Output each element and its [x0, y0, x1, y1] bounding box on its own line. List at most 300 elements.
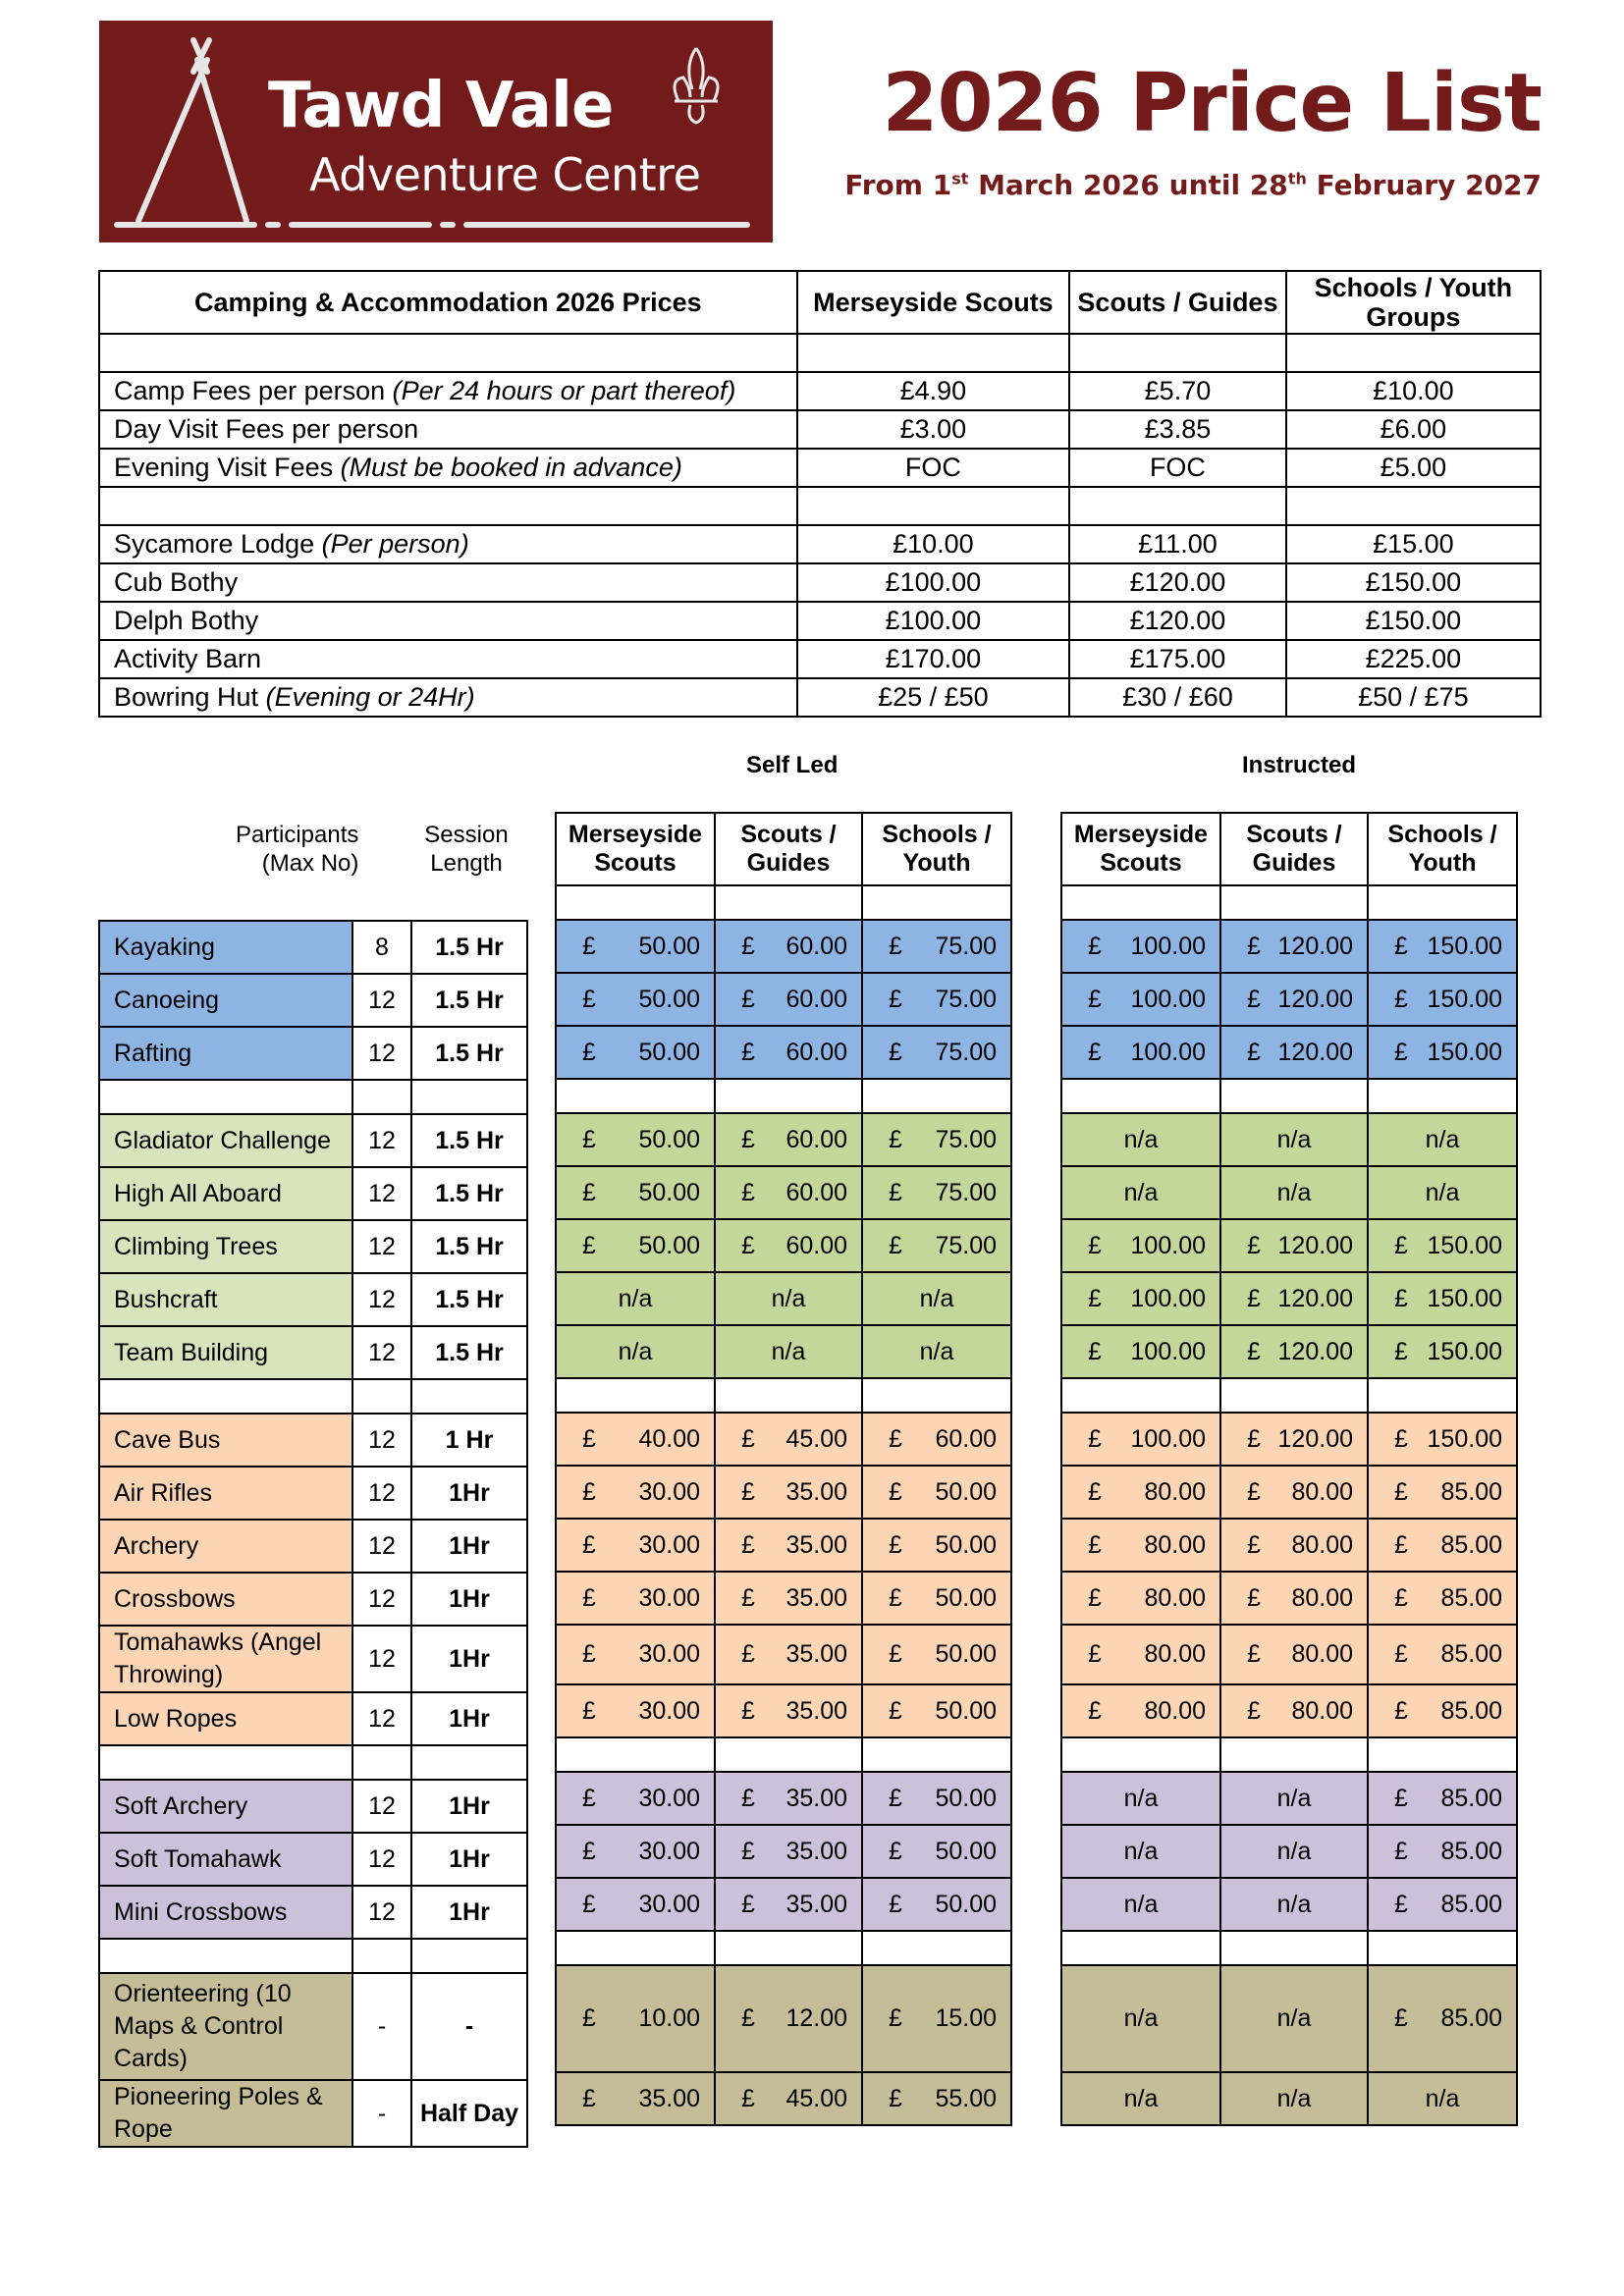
price-row	[1061, 1166, 1517, 1219]
price-row	[1061, 920, 1517, 973]
price-value: 85.00	[1440, 1530, 1502, 1559]
price-cell: £50 / £75	[1286, 678, 1541, 717]
currency-symbol: £	[582, 2084, 596, 2112]
currency-symbol: £	[582, 1178, 596, 1206]
activity-name: Air Rifles	[99, 1467, 352, 1520]
item-note: (Must be booked in advance)	[340, 453, 682, 482]
currency-symbol: £	[889, 1125, 902, 1153]
currency-symbol: £	[889, 2004, 902, 2033]
max-participants: -	[352, 2080, 411, 2147]
price-cell	[862, 920, 1011, 973]
activity-row	[99, 1626, 527, 1692]
price-row	[556, 1772, 1011, 1825]
item-note: (Per 24 hours or part thereof)	[392, 376, 736, 405]
activity-row	[99, 1780, 527, 1833]
session-length: 1.5 Hr	[411, 974, 527, 1027]
price-cell	[715, 1413, 862, 1466]
price-cell	[862, 1166, 1011, 1219]
price-row	[556, 1219, 1011, 1272]
price-value: n/a	[1276, 2004, 1312, 2033]
price-value: 150.00	[1427, 1038, 1502, 1066]
currency-symbol: £	[1247, 1477, 1261, 1506]
activity-name: Kayaking	[99, 921, 352, 974]
activity-name: Cave Bus	[99, 1414, 352, 1467]
price-value: 30.00	[638, 1890, 700, 1918]
price-cell	[1368, 1026, 1517, 1079]
session-length: 1.5 Hr	[411, 1114, 527, 1167]
price-cell	[1368, 1166, 1517, 1219]
price-value: 85.00	[1440, 1477, 1502, 1506]
max-participants: 12	[352, 1414, 411, 1467]
price-cell	[1061, 1413, 1220, 1466]
price-cell	[1061, 1519, 1220, 1572]
price-value: 150.00	[1427, 932, 1502, 960]
session-length: 1.5 Hr	[411, 1326, 527, 1379]
price-row	[1061, 1519, 1517, 1572]
price-cell	[1061, 1772, 1220, 1825]
currency-symbol: £	[741, 1231, 755, 1259]
currency-symbol: £	[1394, 1477, 1408, 1506]
price-value: 50.00	[638, 1125, 700, 1153]
price-row	[556, 1026, 1011, 1079]
price-value: 60.00	[785, 985, 847, 1013]
price-value: 100.00	[1130, 1038, 1206, 1066]
activity-row	[99, 1573, 527, 1626]
price-cell: £225.00	[1286, 640, 1541, 678]
price-value: 50.00	[638, 1178, 700, 1206]
price-row	[1061, 1965, 1517, 2072]
price-value: n/a	[618, 1337, 653, 1365]
price-row	[1061, 2072, 1517, 2125]
activity-name: Climbing Trees	[99, 1220, 352, 1273]
price-value: 150.00	[1427, 1231, 1502, 1259]
currency-symbol: £	[1247, 1038, 1261, 1066]
activity-row	[99, 1414, 527, 1467]
currency-symbol: £	[1088, 1696, 1102, 1725]
price-value: 85.00	[1440, 2004, 1502, 2033]
currency-symbol: £	[889, 1231, 902, 1259]
price-column-header: Scouts / Guides	[715, 813, 862, 885]
currency-symbol: £	[1394, 1890, 1408, 1918]
price-value: 80.00	[1291, 1583, 1353, 1612]
item-note: (Evening or 24Hr)	[265, 682, 475, 712]
currency-symbol: £	[582, 985, 596, 1013]
price-cell	[556, 1219, 715, 1272]
price-cell	[1220, 1878, 1368, 1931]
price-value: 35.00	[785, 1837, 847, 1865]
currency-symbol: £	[1394, 2004, 1408, 2033]
price-row	[1061, 1684, 1517, 1737]
price-cell	[1368, 1325, 1517, 1378]
price-cell	[1061, 1466, 1220, 1519]
price-cell: £15.00	[1286, 525, 1541, 563]
session-length: 1.5 Hr	[411, 1027, 527, 1080]
price-row	[556, 1413, 1011, 1466]
currency-symbol: £	[889, 932, 902, 960]
price-cell	[1061, 1965, 1220, 2072]
price-cell	[1220, 1825, 1368, 1878]
price-cell	[556, 1625, 715, 1684]
max-participants: 12	[352, 974, 411, 1027]
camping-item	[99, 410, 797, 449]
currency-symbol: £	[1088, 1530, 1102, 1559]
session-length: 1Hr	[411, 1692, 527, 1745]
price-value: n/a	[1123, 1125, 1159, 1153]
currency-symbol: £	[1394, 1424, 1408, 1453]
price-cell	[862, 1965, 1011, 2072]
price-cell: £5.70	[1069, 372, 1286, 410]
price-value: 60.00	[785, 1125, 847, 1153]
price-cell	[862, 1572, 1011, 1625]
price-value: 50.00	[935, 1696, 997, 1725]
price-cell	[862, 1413, 1011, 1466]
price-value: 50.00	[935, 1583, 997, 1612]
price-cell: £4.90	[797, 372, 1069, 410]
price-cell: £100.00	[797, 563, 1069, 602]
price-cell: £100.00	[797, 602, 1069, 640]
currency-symbol: £	[741, 1530, 755, 1559]
currency-symbol: £	[1088, 985, 1102, 1013]
col-merseyside: Merseyside Scouts	[797, 271, 1069, 334]
price-value: 120.00	[1277, 1284, 1353, 1312]
activity-name: Rafting	[99, 1027, 352, 1080]
price-cell	[556, 1878, 715, 1931]
price-row	[1061, 1413, 1517, 1466]
price-cell	[1368, 1572, 1517, 1625]
price-cell: £25 / £50	[797, 678, 1069, 717]
price-cell	[556, 1113, 715, 1166]
currency-symbol: £	[1247, 1640, 1261, 1668]
currency-symbol: £	[889, 985, 902, 1013]
price-value: n/a	[1123, 1837, 1159, 1865]
session-length: 1Hr	[411, 1833, 527, 1886]
camping-item	[99, 563, 797, 602]
price-cell	[556, 973, 715, 1026]
price-row	[556, 1625, 1011, 1684]
currency-symbol: £	[582, 1696, 596, 1725]
price-cell	[1061, 1113, 1220, 1166]
price-cell: £5.00	[1286, 449, 1541, 487]
price-cell: £150.00	[1286, 602, 1541, 640]
price-cell: £150.00	[1286, 563, 1541, 602]
activity-name: Soft Tomahawk	[99, 1833, 352, 1886]
currency-symbol: £	[1088, 1640, 1102, 1668]
session-length: 1Hr	[411, 1573, 527, 1626]
price-value: 150.00	[1427, 1424, 1502, 1453]
activity-row	[99, 1973, 527, 2080]
logo	[99, 21, 773, 242]
item-name: Delph Bothy	[114, 606, 259, 635]
price-cell	[1220, 920, 1368, 973]
price-value: n/a	[1276, 1837, 1312, 1865]
price-cell	[1061, 973, 1220, 1026]
price-cell	[1061, 1878, 1220, 1931]
price-value: 100.00	[1130, 1284, 1206, 1312]
currency-symbol: £	[741, 2004, 755, 2033]
price-cell	[1368, 1113, 1517, 1166]
activity-name: Archery	[99, 1520, 352, 1573]
activity-row	[99, 2080, 527, 2147]
price-value: 30.00	[638, 1784, 700, 1812]
price-value: 55.00	[935, 2084, 997, 2112]
price-row	[1061, 973, 1517, 1026]
price-value: 150.00	[1427, 1284, 1502, 1312]
price-value: 80.00	[1144, 1640, 1206, 1668]
price-row	[556, 1825, 1011, 1878]
currency-symbol: £	[1394, 1837, 1408, 1865]
price-row	[1061, 1466, 1517, 1519]
currency-symbol: £	[889, 1784, 902, 1812]
max-participants: -	[352, 1973, 411, 2080]
max-participants: 12	[352, 1626, 411, 1692]
currency-symbol: £	[582, 1784, 596, 1812]
price-value: 50.00	[638, 1038, 700, 1066]
price-cell	[1061, 1625, 1220, 1684]
price-value: n/a	[1123, 1890, 1159, 1918]
price-cell	[1368, 973, 1517, 1026]
price-value: 45.00	[785, 2084, 847, 2112]
price-value: 60.00	[785, 1178, 847, 1206]
price-value: n/a	[1123, 2004, 1159, 2033]
camping-row	[99, 563, 1541, 602]
currency-symbol: £	[741, 2084, 755, 2112]
price-value: n/a	[1123, 1178, 1159, 1206]
currency-symbol: £	[1394, 1038, 1408, 1066]
price-row	[556, 1572, 1011, 1625]
price-value: 50.00	[935, 1784, 997, 1812]
price-cell	[715, 1113, 862, 1166]
currency-symbol: £	[582, 1231, 596, 1259]
price-row	[556, 973, 1011, 1026]
currency-symbol: £	[1247, 1337, 1261, 1365]
price-cell	[1220, 973, 1368, 1026]
price-cell	[1061, 1825, 1220, 1878]
price-column-header: Merseyside Scouts	[556, 813, 715, 885]
currency-symbol: £	[1247, 1583, 1261, 1612]
activity-name: Tomahawks (Angel Throwing)	[99, 1626, 352, 1692]
currency-symbol: £	[889, 1640, 902, 1668]
price-cell	[1061, 2072, 1220, 2125]
price-value: n/a	[771, 1284, 806, 1312]
price-cell	[715, 1625, 862, 1684]
max-participants: 12	[352, 1780, 411, 1833]
max-participants: 12	[352, 1167, 411, 1220]
price-cell	[556, 1684, 715, 1737]
currency-symbol: £	[1247, 1231, 1261, 1259]
price-row	[556, 2072, 1011, 2125]
activity-name: Crossbows	[99, 1573, 352, 1626]
price-cell	[1220, 1166, 1368, 1219]
activity-row	[99, 1220, 527, 1273]
session-length: 1Hr	[411, 1467, 527, 1520]
price-cell: £170.00	[797, 640, 1069, 678]
price-cell	[862, 1026, 1011, 1079]
price-cell	[556, 1825, 715, 1878]
price-row	[556, 1466, 1011, 1519]
price-cell	[715, 1466, 862, 1519]
price-cell	[862, 1625, 1011, 1684]
currency-symbol: £	[741, 1837, 755, 1865]
price-cell	[862, 1519, 1011, 1572]
currency-symbol: £	[1394, 1231, 1408, 1259]
currency-symbol: £	[889, 1530, 902, 1559]
price-value: 120.00	[1277, 932, 1353, 960]
currency-symbol: £	[1394, 1337, 1408, 1365]
activity-name: Canoeing	[99, 974, 352, 1027]
instructed-label: Instructed	[1242, 752, 1357, 778]
price-value: 80.00	[1291, 1696, 1353, 1725]
price-cell	[1220, 1026, 1368, 1079]
price-value: 100.00	[1130, 1424, 1206, 1453]
price-row	[1061, 1325, 1517, 1378]
currency-symbol: £	[889, 1583, 902, 1612]
currency-symbol: £	[582, 1424, 596, 1453]
price-cell	[862, 1219, 1011, 1272]
price-cell	[1368, 1878, 1517, 1931]
price-cell	[1220, 1272, 1368, 1325]
activity-row	[99, 1520, 527, 1573]
price-cell	[1368, 1413, 1517, 1466]
price-cell	[715, 1519, 862, 1572]
price-cell	[715, 1166, 862, 1219]
activity-name: Orienteering (10 Maps & Control Cards)	[99, 1973, 352, 2080]
price-cell	[1368, 1519, 1517, 1572]
price-value: 12.00	[785, 2004, 847, 2033]
col-scouts: Scouts / Guides	[1069, 271, 1286, 334]
price-row	[1061, 1219, 1517, 1272]
item-name: Sycamore Lodge	[114, 529, 322, 559]
price-cell: £3.85	[1069, 410, 1286, 449]
session-length: 1Hr	[411, 1520, 527, 1573]
currency-symbol: £	[1394, 1583, 1408, 1612]
currency-symbol: £	[741, 1640, 755, 1668]
fleur-de-lis-icon	[675, 48, 718, 123]
currency-symbol: £	[889, 1890, 902, 1918]
currency-symbol: £	[741, 985, 755, 1013]
currency-symbol: £	[889, 1038, 902, 1066]
currency-symbol: £	[1088, 1231, 1102, 1259]
price-row	[1061, 1272, 1517, 1325]
price-value: n/a	[1425, 1178, 1460, 1206]
price-column-header: Schools / Youth	[1368, 813, 1517, 885]
session-length: 1Hr	[411, 1886, 527, 1939]
price-cell	[556, 1026, 715, 1079]
max-participants: 12	[352, 1573, 411, 1626]
price-cell: £175.00	[1069, 640, 1286, 678]
activity-name: Gladiator Challenge	[99, 1114, 352, 1167]
price-cell	[862, 2072, 1011, 2125]
price-cell	[1220, 1965, 1368, 2072]
price-value: 50.00	[638, 932, 700, 960]
currency-symbol: £	[582, 932, 596, 960]
camping-row	[99, 602, 1541, 640]
price-cell: £30 / £60	[1069, 678, 1286, 717]
price-value: 80.00	[1144, 1696, 1206, 1725]
price-value: 80.00	[1291, 1477, 1353, 1506]
price-cell: FOC	[1069, 449, 1286, 487]
price-value: 50.00	[935, 1890, 997, 1918]
max-participants: 12	[352, 1520, 411, 1573]
price-value: 50.00	[935, 1477, 997, 1506]
price-cell	[1061, 1026, 1220, 1079]
self-led-table	[555, 812, 1012, 2126]
price-value: 85.00	[1440, 1583, 1502, 1612]
price-cell	[862, 1466, 1011, 1519]
max-participants: 12	[352, 1326, 411, 1379]
activity-row	[99, 1833, 527, 1886]
price-cell	[1220, 2072, 1368, 2125]
price-value: 35.00	[785, 1530, 847, 1559]
price-cell	[1220, 1519, 1368, 1572]
activity-name: Team Building	[99, 1326, 352, 1379]
price-cell	[862, 1772, 1011, 1825]
price-value: 75.00	[935, 1231, 997, 1259]
price-value: 75.00	[935, 985, 997, 1013]
price-cell	[1220, 1684, 1368, 1737]
price-cell	[556, 920, 715, 973]
price-row	[556, 1684, 1011, 1737]
activity-row	[99, 1114, 527, 1167]
price-cell	[715, 1026, 862, 1079]
max-participants: 12	[352, 1467, 411, 1520]
camping-row	[99, 640, 1541, 678]
price-value: 120.00	[1277, 1231, 1353, 1259]
currency-symbol: £	[741, 1477, 755, 1506]
price-value: 50.00	[935, 1837, 997, 1865]
currency-symbol: £	[741, 932, 755, 960]
price-row	[556, 1878, 1011, 1931]
camping-item	[99, 449, 797, 487]
price-value: 30.00	[638, 1837, 700, 1865]
price-value: 75.00	[935, 1038, 997, 1066]
self-led-label: Self Led	[746, 752, 839, 778]
currency-symbol: £	[889, 1696, 902, 1725]
activity-row	[99, 1467, 527, 1520]
price-cell	[715, 1878, 862, 1931]
currency-symbol: £	[1088, 1337, 1102, 1365]
max-participants: 12	[352, 1886, 411, 1939]
activity-name: Soft Archery	[99, 1780, 352, 1833]
price-cell	[556, 1572, 715, 1625]
price-cell	[556, 1325, 715, 1378]
price-cell	[1368, 1466, 1517, 1519]
activity-row	[99, 974, 527, 1027]
price-value: 35.00	[785, 1784, 847, 1812]
price-cell	[1368, 1219, 1517, 1272]
price-value: 35.00	[785, 1696, 847, 1725]
price-cell	[1220, 1413, 1368, 1466]
price-value: 100.00	[1130, 932, 1206, 960]
currency-symbol: £	[1247, 1530, 1261, 1559]
price-cell	[862, 1113, 1011, 1166]
item-name: Day Visit Fees per person	[114, 414, 419, 444]
currency-symbol: £	[741, 1178, 755, 1206]
price-value: 120.00	[1277, 1038, 1353, 1066]
price-value: 45.00	[785, 1424, 847, 1453]
price-value: n/a	[1123, 2084, 1159, 2112]
activity-row	[99, 1027, 527, 1080]
price-cell	[862, 1325, 1011, 1378]
max-participants: 12	[352, 1692, 411, 1745]
price-value: 35.00	[785, 1477, 847, 1506]
price-value: 85.00	[1440, 1784, 1502, 1812]
currency-symbol: £	[582, 1038, 596, 1066]
price-cell	[1061, 1684, 1220, 1737]
price-row	[1061, 1878, 1517, 1931]
price-cell	[715, 973, 862, 1026]
price-row	[556, 1965, 1011, 2072]
price-value: n/a	[919, 1337, 954, 1365]
